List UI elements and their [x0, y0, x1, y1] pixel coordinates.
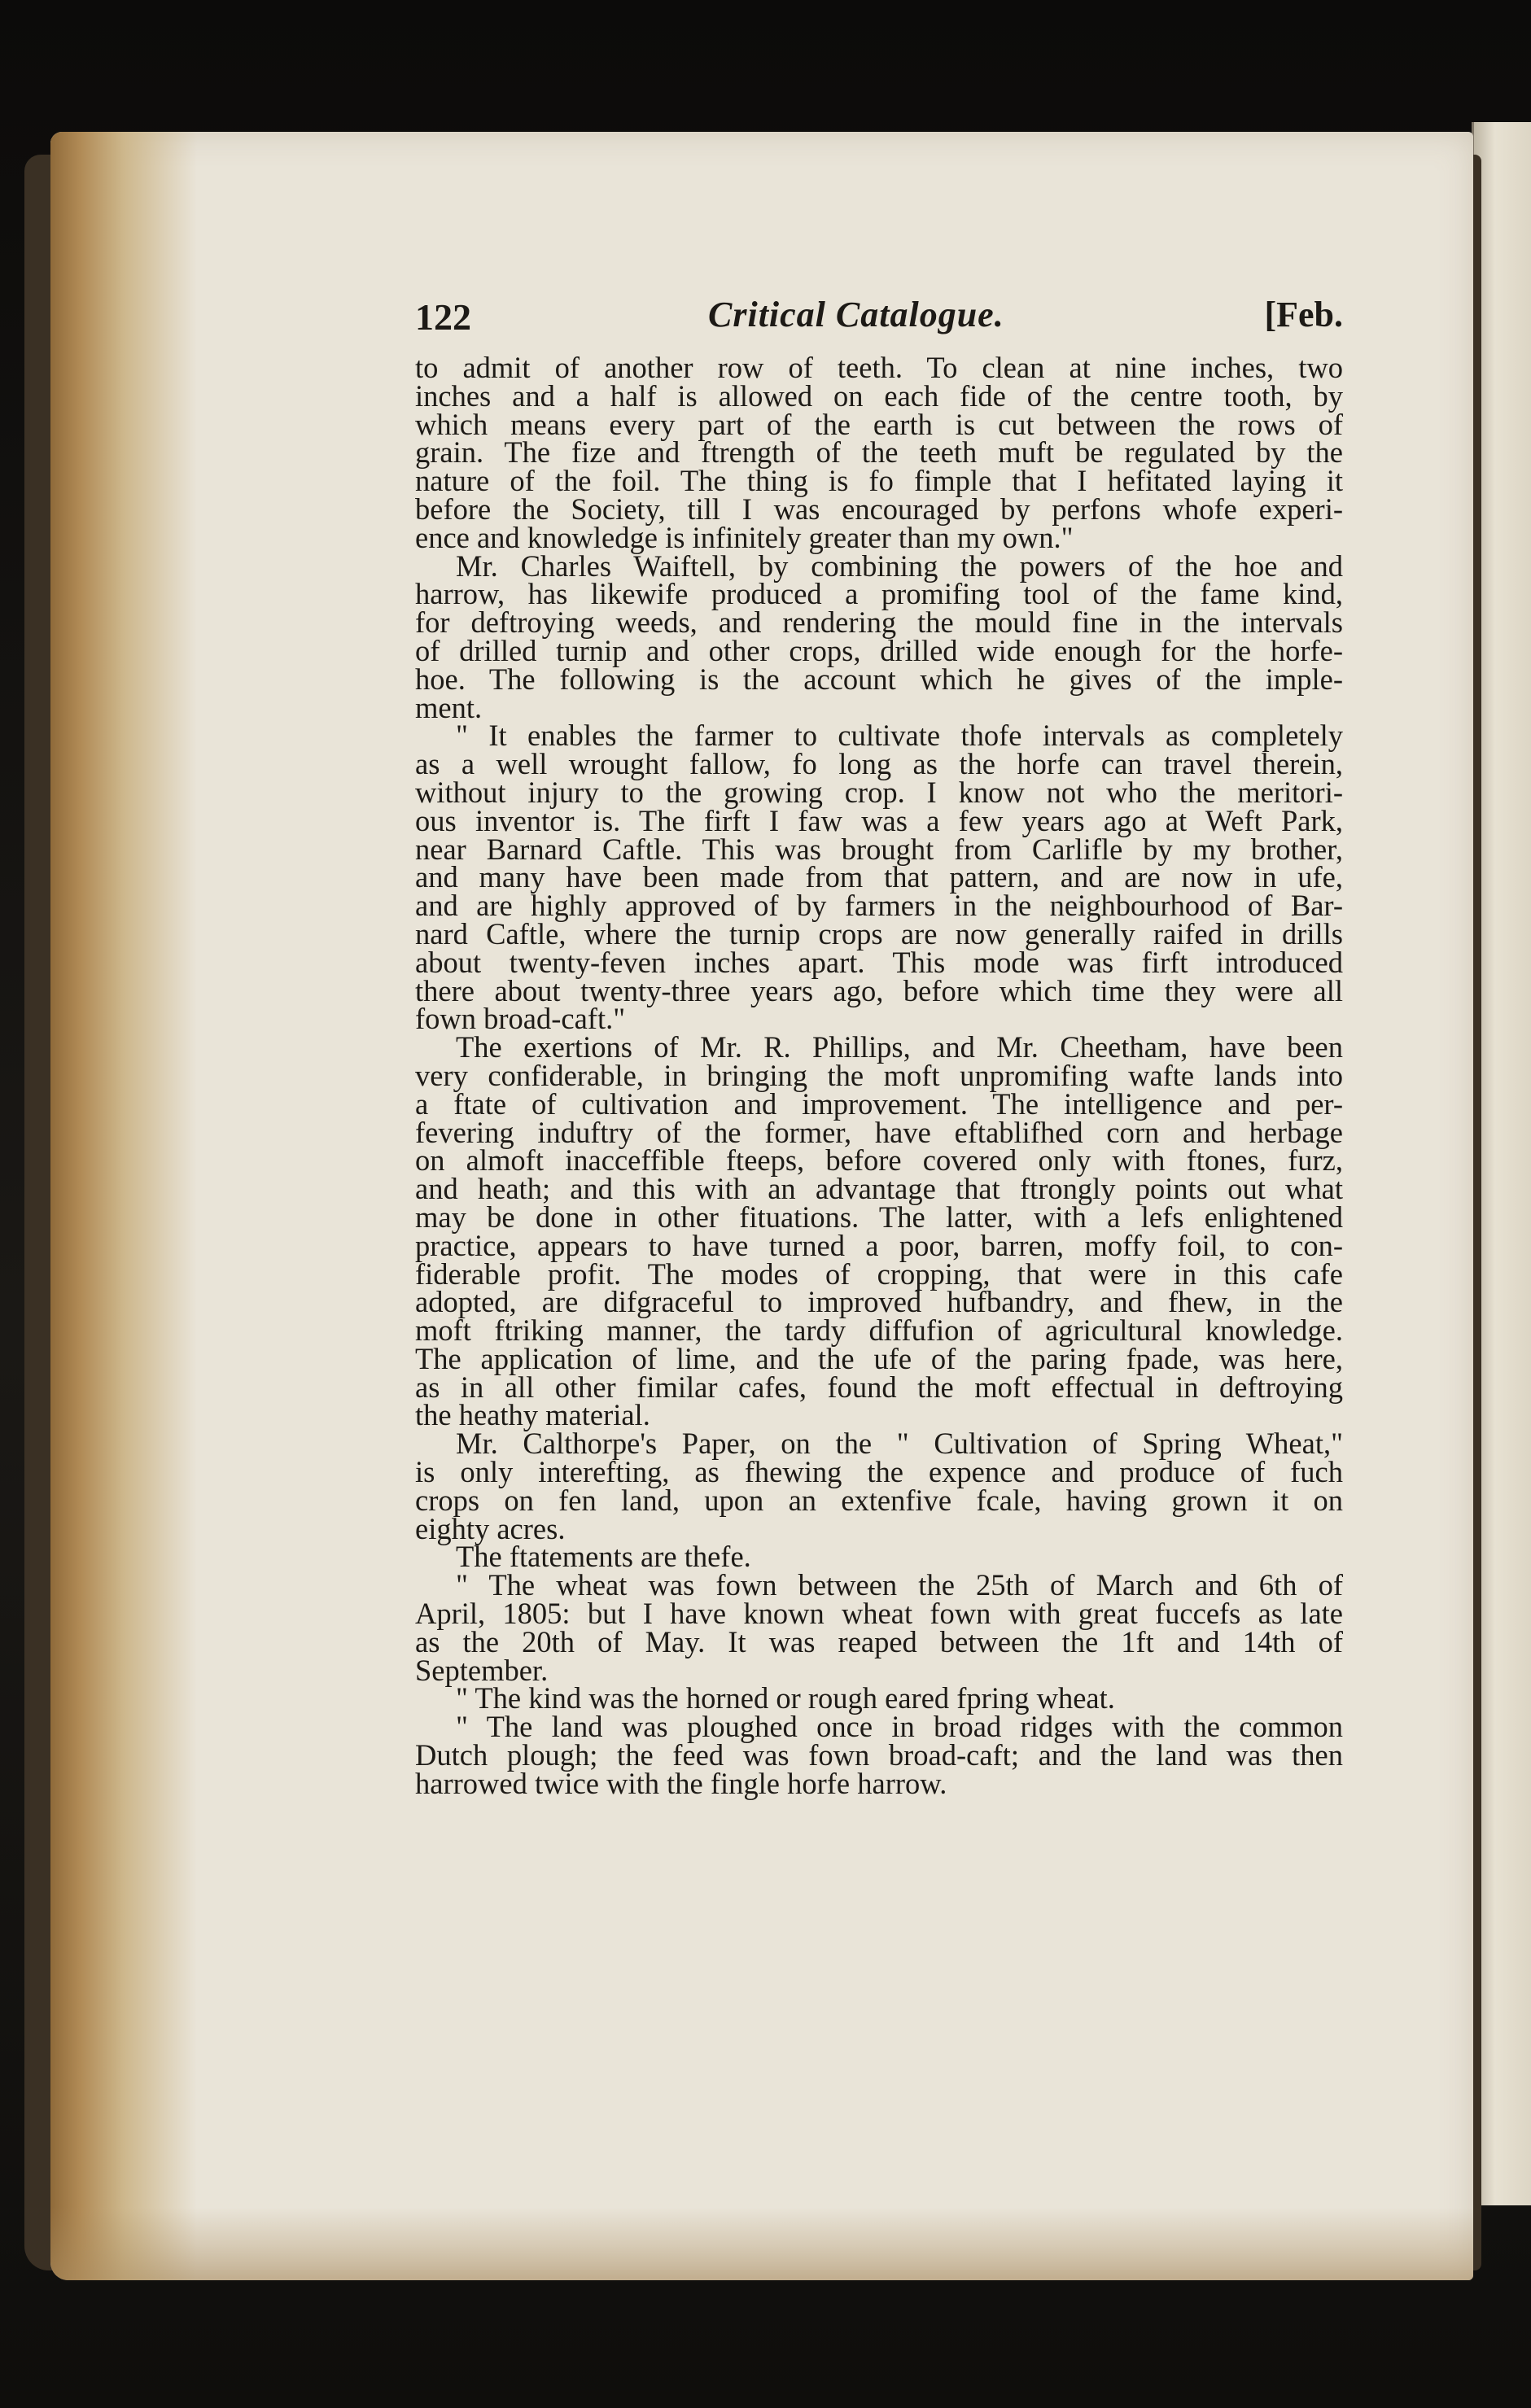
text-line: as a well wrought fallow, fo long as the horfe can travel therein,: [415, 747, 1343, 781]
text-line: eighty acres.: [415, 1511, 566, 1545]
text-line: nature of the foil. The thing is fo fimple that I hefitated laying it: [415, 464, 1343, 498]
text-line: there about twenty-three years ago, before which time they were all: [415, 973, 1343, 1007]
text-line: " The land was ploughed once in broad ridges with the common: [456, 1710, 1343, 1744]
text-line: and heath; and this with an advantage that ftrongly points out what: [415, 1172, 1343, 1206]
text-line: fiderable profit. The modes of cropping, that were in this cafe: [415, 1256, 1343, 1291]
running-title: Critical Catalogue.: [708, 295, 1004, 334]
text-line: which means every part of the earth is cut between the rows of: [415, 407, 1343, 441]
text-line: " It enables the farmer to cultivate thofe intervals as completely: [456, 719, 1343, 753]
text-line: ous inventor is. The firft I faw was a few years ago at Weft Park,: [415, 803, 1343, 837]
text-line: ence and knowledge is infinitely greater than my own.": [415, 520, 1074, 554]
text-line: fown broad-caft.": [415, 1002, 626, 1036]
text-line: as in all other fimilar cafes, found the moft effectual in deftroying: [415, 1370, 1343, 1404]
text-line: The application of lime, and the ufe of the paring fpade, was here,: [415, 1341, 1343, 1375]
text-line: " The kind was the horned or rough eared fpring wheat.: [456, 1681, 1115, 1715]
text-line: to admit of another row of teeth. To clean at nine inches, two: [415, 351, 1343, 384]
running-head: [415, 289, 1343, 344]
text-line: harrow, has likewife produced a promifing tool of the fame kind,: [415, 577, 1343, 611]
text-block: [415, 289, 1343, 1798]
text-line: harrowed twice with the fingle horfe harrow.: [415, 1766, 947, 1800]
text-line: Mr. Charles Waiftell, by combining the powers of the hoe and: [456, 548, 1343, 583]
text-line: crops on fen land, upon an extenfive fcale, having grown it on: [415, 1483, 1343, 1517]
page-number: 122: [415, 296, 471, 338]
text-line: without injury to the growing crop. I know not who the meritori-: [415, 775, 1343, 809]
page-foxing-bottom: [50, 2207, 1473, 2280]
text-line: Mr. Calthorpe's Paper, on the " Cultivation of Spring Wheat,": [456, 1427, 1343, 1461]
text-line: moft ftriking manner, the tardy diffufion of agricultural knowledge.: [415, 1313, 1343, 1348]
text-line: practice, appears to have turned a poor, barren, moffy foil, to con-: [415, 1228, 1343, 1262]
text-line: inches and a half is allowed on each fide of the centre tooth, by: [415, 378, 1343, 413]
text-line: as the 20th of May. It was reaped between the 1ft and 14th of: [415, 1624, 1343, 1659]
text-line: may be done in other fituations. The latter, with a lefs enlightened: [415, 1200, 1343, 1234]
text-line: before the Society, till I was encouraged by perfons whofe experi-: [415, 492, 1343, 526]
text-line: adopted, are difgraceful to improved hufbandry, and fhew, in the: [415, 1285, 1343, 1319]
page-foxing-edge: [50, 132, 197, 2280]
text-line: is only interefting, as fhewing the expence and produce of fuch: [415, 1455, 1343, 1489]
text-line: ment.: [415, 690, 483, 724]
text-line: a ftate of cultivation and improvement. The intelligence and per-: [415, 1086, 1343, 1121]
text-line: " The wheat was fown between the 25th of March and 6th of: [456, 1568, 1343, 1602]
text-line: The ftatements are thefe.: [456, 1540, 751, 1574]
body-text: [415, 351, 1343, 1800]
running-date: [Feb.: [1264, 295, 1343, 334]
text-line: grain. The fize and ftrength of the teeth muft be regulated by the: [415, 435, 1343, 470]
text-line: and many have been made from that pattern, and are now in ufe,: [415, 860, 1343, 894]
text-line: The exertions of Mr. R. Phillips, and Mr. Cheetham, have been: [456, 1030, 1343, 1064]
text-line: very confiderable, in bringing the moft unpromifing wafte lands into: [415, 1058, 1343, 1092]
text-line: nard Caftle, where the turnip crops are now generally raifed in drills: [415, 916, 1343, 951]
text-line: about twenty-feven inches apart. This mode was firft introduced: [415, 945, 1343, 979]
text-line: on almoft inacceffible fteeps, before covered only with ftones, furz,: [415, 1143, 1343, 1178]
text-line: hoe. The following is the account which he gives of the imple-: [415, 662, 1343, 696]
text-line: fevering induftry of the former, have eftablifhed corn and herbage: [415, 1115, 1343, 1149]
text-line: Dutch plough; the feed was fown broad-caft; and the land was then: [415, 1738, 1343, 1772]
text-line: the heathy material.: [415, 1398, 650, 1432]
text-line: near Barnard Caftle. This was brought from Carlifle by my brother,: [415, 832, 1343, 866]
text-line: September.: [415, 1653, 549, 1687]
text-line: April, 1805: but I have known wheat fown with great fuccefs as late: [415, 1597, 1343, 1631]
text-line: for deftroying weeds, and rendering the mould fine in the intervals: [415, 605, 1343, 640]
text-line: of drilled turnip and other crops, drilled wide enough for the horfe-: [415, 633, 1343, 667]
text-line: and are highly approved of by farmers in the neighbourhood of Bar-: [415, 889, 1343, 923]
